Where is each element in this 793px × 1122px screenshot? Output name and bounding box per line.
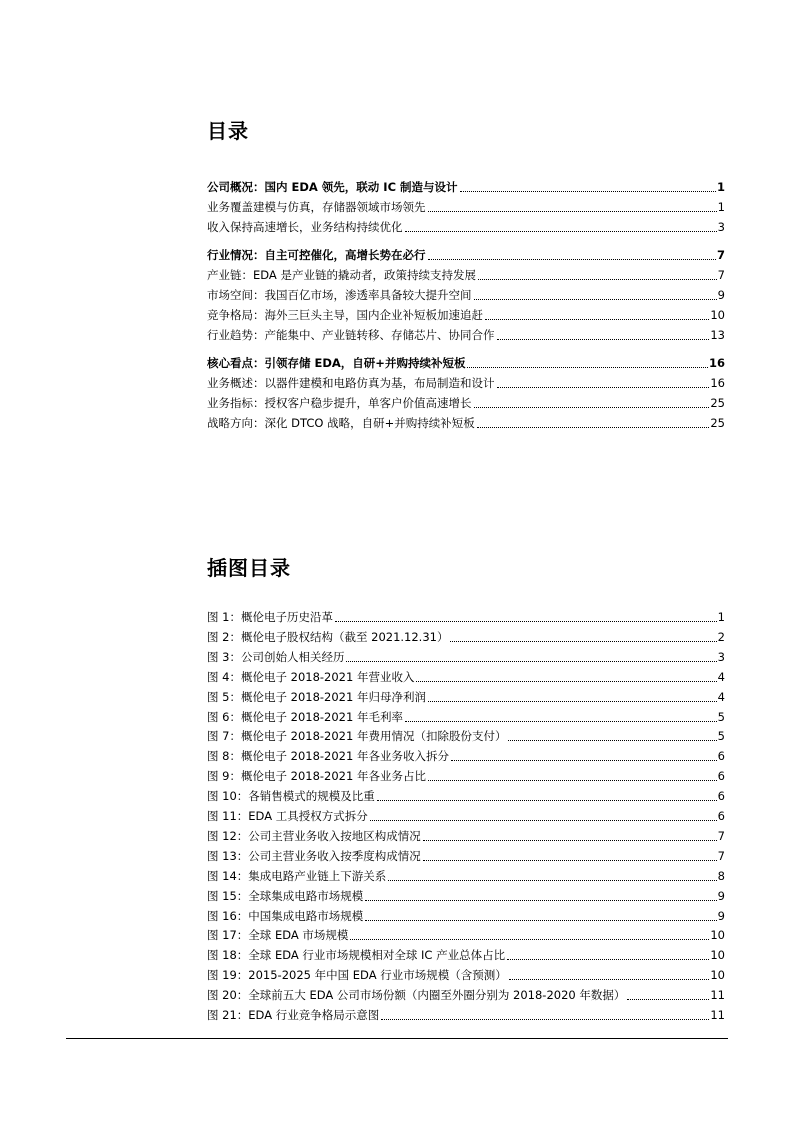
figure-entry-page-number: 1 (717, 610, 725, 624)
toc-entry-text: 收入保持高速增长，业务结构持续优化 (207, 220, 403, 234)
dot-leader (350, 937, 709, 940)
dot-leader (428, 257, 716, 260)
figure-entry-page-number: 10 (710, 928, 725, 942)
toc-entry-text: 业务指标：授权客户稳步提升，单客户价值高速增长 (207, 396, 472, 410)
toc-entry[interactable] (207, 198, 725, 216)
dot-leader (450, 639, 716, 642)
toc-entry-text: 业务概述：以器件建模和电路仿真为基，布局制造和设计 (207, 376, 495, 390)
figure-entry[interactable] (207, 708, 725, 726)
figure-entry[interactable] (207, 847, 725, 865)
toc-entry-text: 行业趋势：产能集中、产业链转移、存储芯片、协同合作 (207, 328, 495, 342)
figure-entry[interactable] (207, 827, 725, 845)
dot-leader (428, 778, 717, 781)
figure-entry[interactable] (207, 887, 725, 905)
figure-entry[interactable] (207, 608, 725, 626)
footer-divider (66, 1038, 728, 1039)
toc-entry[interactable] (207, 354, 725, 372)
dot-leader (365, 898, 716, 901)
figure-entry-page-number: 5 (717, 710, 725, 724)
toc-entry[interactable] (207, 218, 725, 236)
dot-leader (416, 679, 716, 682)
figure-entry-page-number: 9 (717, 909, 725, 923)
toc-entry-page-number: 25 (710, 416, 725, 430)
figure-entry-text: 图 1：概伦电子历史沿革 (207, 610, 333, 624)
toc-entry[interactable] (207, 246, 725, 264)
dot-leader (423, 858, 717, 861)
figure-entry-text: 图 5：概伦电子 2018-2021 年归母净利润 (207, 690, 426, 704)
figure-entry-page-number: 2 (717, 630, 725, 644)
figure-entry-text: 图 20：全球前五大 EDA 公司市场份额（内圈至外圈分别为 2018-2020 年数据） (207, 988, 626, 1002)
toc-entry-page-number: 7 (716, 248, 725, 262)
dot-leader (346, 659, 716, 662)
figure-entry-text: 图 17：全球 EDA 市场规模 (207, 928, 349, 942)
dot-leader (381, 1017, 709, 1020)
figure-entry-text: 图 15：全球集成电路市场规模 (207, 889, 364, 903)
figure-entry-text: 图 3：公司创始人相关经历 (207, 650, 345, 664)
figure-entry[interactable] (207, 986, 725, 1004)
figure-entry-text: 图 10：各销售模式的规模及比重 (207, 789, 375, 803)
dot-leader (335, 619, 717, 622)
toc-entry-text: 公司概况：国内 EDA 领先，联动 IC 制造与设计 (207, 180, 458, 194)
figure-entry[interactable] (207, 688, 725, 706)
figure-entry-page-number: 10 (710, 968, 725, 982)
toc-entry-text: 战略方向：深化 DTCO 战略，自研+并购持续补短板 (207, 416, 475, 430)
toc-entry-page-number: 25 (710, 396, 725, 410)
toc-entry-page-number: 13 (710, 328, 725, 342)
dot-leader (474, 297, 717, 300)
toc-entry-text: 业务覆盖建模与仿真，存储器领域市场领先 (207, 200, 426, 214)
toc-entry[interactable] (207, 374, 725, 392)
figure-entry-page-number: 6 (717, 769, 725, 783)
toc-entry[interactable] (207, 266, 725, 284)
dot-leader (405, 229, 717, 232)
dot-leader (370, 818, 717, 821)
toc-entry-text: 产业链：EDA 是产业链的撬动者，政策持续支持发展 (207, 268, 476, 282)
figure-entry[interactable] (207, 747, 725, 765)
toc-entry-page-number: 16 (710, 376, 725, 390)
figure-entry-text: 图 11：EDA 工具授权方式拆分 (207, 809, 368, 823)
dot-leader (377, 798, 717, 801)
dot-leader (405, 719, 717, 722)
toc-entry-page-number: 3 (717, 220, 725, 234)
dot-leader (467, 365, 708, 368)
dot-leader (477, 425, 710, 428)
figure-entry-page-number: 10 (710, 948, 725, 962)
figure-entry-page-number: 6 (717, 749, 725, 763)
figure-entry-page-number: 11 (710, 1008, 725, 1022)
figure-list-title: 插图目录 (207, 556, 291, 580)
figure-entry[interactable] (207, 1006, 725, 1024)
figure-entry[interactable] (207, 767, 725, 785)
toc-entry[interactable] (207, 394, 725, 412)
figure-entry-page-number: 9 (717, 889, 725, 903)
figure-entry-text: 图 13：公司主营业务收入按季度构成情况 (207, 849, 421, 863)
figure-entry-page-number: 7 (717, 829, 725, 843)
dot-leader (474, 405, 710, 408)
figure-entry-page-number: 4 (717, 670, 725, 684)
figure-entry[interactable] (207, 907, 725, 925)
dot-leader (451, 758, 717, 761)
figure-entry-text: 图 4：概伦电子 2018-2021 年营业收入 (207, 670, 415, 684)
figure-entry-text: 图 7：概伦电子 2018-2021 年费用情况（扣除股份支付） (207, 729, 507, 743)
toc-entry-text: 行业情况：自主可控催化，高增长势在必行 (207, 248, 426, 262)
figure-entry-page-number: 6 (717, 789, 725, 803)
toc-entry-page-number: 16 (708, 356, 725, 370)
toc-entry-page-number: 9 (717, 288, 725, 302)
toc-entry-page-number: 1 (717, 200, 725, 214)
dot-leader (509, 977, 710, 980)
figure-entry-page-number: 4 (717, 690, 725, 704)
figure-entry-text: 图 19：2015-2025 年中国 EDA 行业市场规模（含预测） (207, 968, 507, 982)
figure-entry-text: 图 2：概伦电子股权结构（截至 2021.12.31） (207, 630, 449, 644)
dot-leader (497, 337, 710, 340)
figure-entry-page-number: 6 (717, 809, 725, 823)
toc-entry-text: 市场空间：我国百亿市场，渗透率具备较大提升空间 (207, 288, 472, 302)
toc-entry-page-number: 10 (710, 308, 725, 322)
dot-leader (627, 997, 709, 1000)
toc-entry[interactable] (207, 178, 725, 196)
dot-leader (428, 209, 717, 212)
figure-entry[interactable] (207, 628, 725, 646)
toc-entry[interactable] (207, 306, 725, 324)
figure-entry[interactable] (207, 946, 725, 964)
figure-entry-text: 图 6：概伦电子 2018-2021 年毛利率 (207, 710, 403, 724)
dot-leader (497, 385, 710, 388)
figure-entry[interactable] (207, 867, 725, 885)
toc-entry[interactable] (207, 326, 725, 344)
toc-entry-page-number: 7 (717, 268, 725, 282)
figure-entry-page-number: 3 (717, 650, 725, 664)
figure-entry-page-number: 7 (717, 849, 725, 863)
toc-title: 目录 (207, 119, 249, 143)
figure-entry-text: 图 21：EDA 行业竞争格局示意图 (207, 1008, 380, 1022)
figure-entry[interactable] (207, 807, 725, 825)
dot-leader (485, 317, 709, 320)
dot-leader (365, 918, 716, 921)
figure-entry-text: 图 18：全球 EDA 行业市场规模相对全球 IC 产业总体占比 (207, 948, 506, 962)
figure-entry-text: 图 12：公司主营业务收入按地区构成情况 (207, 829, 421, 843)
toc-entry[interactable] (207, 414, 725, 432)
dot-leader (423, 838, 717, 841)
figure-entry-page-number: 8 (717, 869, 725, 883)
figure-entry-text: 图 8：概伦电子 2018-2021 年各业务收入拆分 (207, 749, 449, 763)
figure-entry-text: 图 16：中国集成电路市场规模 (207, 909, 364, 923)
dot-leader (460, 189, 716, 192)
figure-entry[interactable] (207, 787, 725, 805)
dot-leader (428, 699, 717, 702)
figure-entry-page-number: 11 (710, 988, 725, 1002)
figure-entry[interactable] (207, 966, 725, 984)
figure-entry[interactable] (207, 668, 725, 686)
figure-entry-text: 图 14：集成电路产业链上下游关系 (207, 869, 387, 883)
toc-entry-page-number: 1 (716, 180, 725, 194)
toc-entry-text: 核心看点：引领存储 EDA，自研+并购持续补短板 (207, 356, 466, 370)
dot-leader (478, 277, 717, 280)
toc-entry[interactable] (207, 286, 725, 304)
figure-entry[interactable] (207, 648, 725, 666)
figure-entry[interactable] (207, 926, 725, 944)
figure-entry-text: 图 9：概伦电子 2018-2021 年各业务占比 (207, 769, 426, 783)
toc-entry-text: 竞争格局：海外三巨头主导，国内企业补短板加速追赶 (207, 308, 483, 322)
dot-leader (507, 957, 709, 960)
figure-entry-page-number: 5 (717, 729, 725, 743)
figure-entry[interactable] (207, 727, 725, 745)
dot-leader (388, 878, 716, 881)
dot-leader (508, 738, 716, 741)
